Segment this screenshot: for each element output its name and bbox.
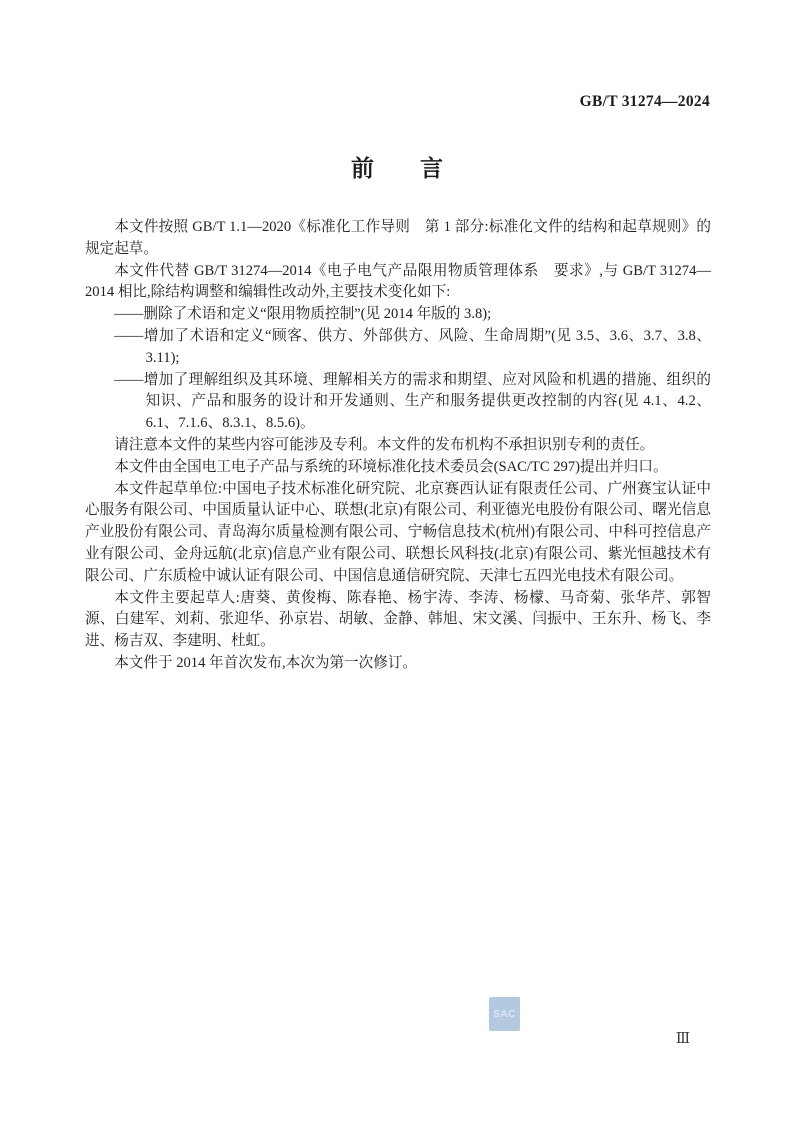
foreword-body <box>85 217 711 675</box>
page-number: Ⅲ <box>675 1031 691 1047</box>
paragraph-replacement: 本文件代替 GB/T 31274—2014《电子电气产品限用物质管理体系 要求》,与 GB/T 31274—2014 相比,除结构调整和编辑性改动外,主要技术变化如下: <box>85 262 711 301</box>
paragraph-patent-notice: 请注意本文件的某些内容可能涉及专利。本文件的发布机构不承担识别专利的责任。 <box>114 436 655 453</box>
paragraph-revision-history: 本文件于 2014 年首次发布,本次为第一次修订。 <box>114 654 418 671</box>
paragraph-drafting-organizations: 本文件起草单位:中国电子技术标准化研究院、北京赛西认证有限责任公司、广州赛宝认证中心服务有限公司、中国质量认证中心、联想(北京)有限公司、利亚德光电股份有限公司、曙光信息产业股份有限公司、青岛海尔质量检测有限公司、宁畅信息技术(杭州)有限公司、中科可控信息产业有限公司、金舟远航(北京)信息产业有限公司、联想长风科技(北京)有限公司、紫光恒越技术有限公司、广东质检中诚认证有限公司、中国信息通信研究院、天津七五四光电技术有限公司。 <box>85 480 711 584</box>
paragraph-drafters: 本文件主要起草人:唐葵、黄俊梅、陈春艳、杨宇涛、李涛、杨檬、马奇菊、张华芹、郭智源、白建军、刘莉、张迎华、孙京岩、胡敏、金静、韩旭、宋文溪、闫振中、王东升、杨飞、李进、杨吉双、李建明、杜虹。 <box>85 589 711 650</box>
change-item-added-terms: ——增加了术语和定义“顾客、供方、外部供方、风险、生命周期”(见 3.5、3.6、3.7、3.8、3.11); <box>114 327 711 366</box>
standard-number: GB/T 31274—2024 <box>579 93 710 110</box>
sac-watermark-logo: SAC <box>489 997 520 1031</box>
paragraph-committee: 本文件由全国电工电子产品与系统的环境标准化技术委员会(SAC/TC 297)提出并归口。 <box>114 458 668 475</box>
change-item-added-content: ——增加了理解组织及其环境、理解相关方的需求和期望、应对风险和机遇的措施、组织的知识、产品和服务的设计和开发通则、生产和服务提供更改控制的内容(见 4.1、4.2、6.1、7.1.6、8.3.1、8.5.6)。 <box>114 371 711 432</box>
change-item-deleted: ——删除了术语和定义“限用物质控制”(见 2014 年版的 3.8); <box>114 306 492 323</box>
page-title: 前 言 <box>351 156 443 181</box>
paragraph-scope: 本文件按照 GB/T 1.1—2020《标准化工作导则 第 1 部分:标准化文件的结构和起草规则》的规定起草。 <box>85 219 711 257</box>
